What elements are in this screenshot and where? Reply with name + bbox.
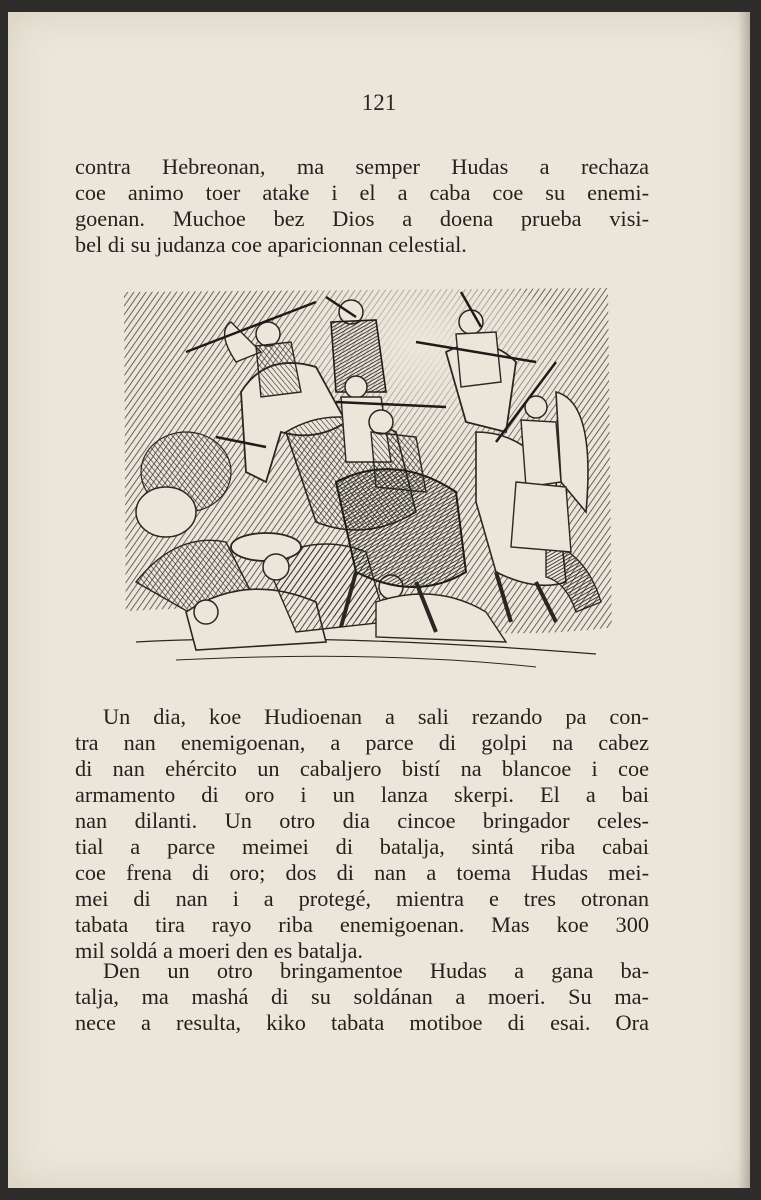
page-number: 121 [361,90,397,115]
paragraph-1 [75,154,649,258]
text-line: Den un otro bringamentoe Hudas a gana ba- [103,958,649,983]
paragraph-3 [75,958,649,1036]
text-line: tabata tira rayo riba enemigoenan. Mas koe 300 [75,912,649,937]
text-line: di nan ehército un cabaljero bistí na blancoe i coe [75,756,649,781]
text-line: Un dia, koe Hudioenan a sali rezando pa con- [103,704,649,729]
engraving-artwork [116,282,616,677]
text-line: talja, ma mashá di su soldánan a moeri. Su ma- [75,984,649,1009]
text-line: bel di su judanza coe aparicionnan celestial. [75,232,467,257]
book-page [8,12,750,1188]
page-edge-shadow [738,12,750,1188]
engraving-illustration [116,282,616,677]
text-line: goenan. Muchoe bez Dios a doena prueba visi- [75,206,649,231]
text-line: nece a resulta, kiko tabata motiboe di esai. Ora [75,1010,649,1035]
text-line: coe frena di oro; dos di nan a toema Hudas mei- [75,860,649,885]
text-line: coe animo toer atake i el a caba coe su enemi- [75,180,649,205]
text-line: contra Hebreonan, ma semper Hudas a rechaza [75,154,649,179]
text-line: mil soldá a moeri den es batalja. [75,938,363,963]
text-line: armamento di oro i un lanza skerpi. El a bai [75,782,649,807]
text-line: mei di nan i a protegé, mientra e tres otronan [75,886,649,911]
text-line: nan dilanti. Un otro dia cincoe bringador celes- [75,808,649,833]
text-line: tra nan enemigoenan, a parce di golpi na cabez [75,730,649,755]
text-line: tial a parce meimei di batalja, sintá riba cabai [75,834,649,859]
paragraph-2 [75,704,649,964]
